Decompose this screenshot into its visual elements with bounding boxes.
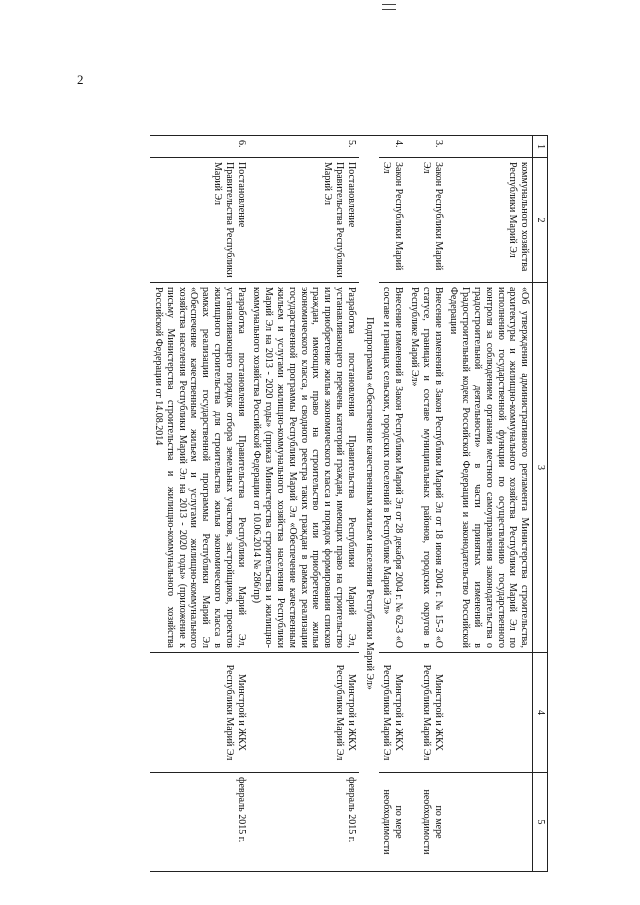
- responsible-cell: Минстрой и ЖКХ Республики Марий Эл: [150, 653, 248, 773]
- table-row-continuation: [446, 136, 533, 872]
- deadline-cell: [446, 773, 533, 872]
- responsible-cell: Минстрой и ЖКХ Республики Марий Эл: [249, 653, 359, 773]
- rotated-table-wrapper: [153, 135, 548, 871]
- deadline-cell: февраль 2015 г.: [150, 773, 248, 872]
- doc-type-cell: Постановление Правительства Республики Марий Эл: [150, 158, 248, 283]
- row-number: [446, 136, 533, 158]
- doc-type-cell: Постановление Правительства Республики Марий Эл: [249, 158, 359, 283]
- deadline-cell: февраль 2015 г.: [249, 773, 359, 872]
- description-cell: «Об утверждении административного регламента Министерства строительства, архитектуры и жилищно-коммунального хозяйства Республики Марий Эл по исполнению государственной функции по осуществлению государственного контроля за соблюдением органами местного самоуправления законодательства о градостроительной деятельности» в части принятых изменений в Градостроительный кодекс Российской Федерации и законодательство Российской Федерации: [446, 283, 533, 653]
- description-cell: Внесение изменений в Закон Республики Марий Эл от 28 декабря 2004 г. № 62-З «О составе и границах сельских, городских поселений в Республике Марий Эл»: [379, 283, 407, 653]
- header-col-2: 2: [533, 158, 548, 283]
- description-cell: Внесение изменений в Закон Республики Марий Эл от 18 июня 2004 г. № 15-З «О статусе, границах и составе муниципальных районов, городских округов в Республике Марий Эл»: [406, 283, 445, 653]
- description-cell: Разработка постановления Правительства Республики Марий Эл, устанавливающего порядок отбора земельных участков, застройщиков, проектов жилищного строительства для строительства жилья экономического класса в рамках реализации государственной программы Республики Марий Эл «Обеспечение качественным жильем и услугами жилищно-коммунального хозяйства населения Республики Марий Эл на 2013 - 2020 годы» (приложение к письму Министерства строительства и жилищно-коммунального хозяйства Российской Федерации от 14.08.2014: [150, 283, 248, 653]
- description-cell: Разработка постановления Правительства Республики Марий Эл, устанавливающего перечень категорий граждан, имеющих право на строительство или приобретение жилья экономического класса и порядок формирования списков граждан, имеющих право на строительство или приобретение жилья экономического класса, и сводного реестра таких граждан в рамках реализации государственной программы Республики Марий Эл «Обеспечение качественным жильем и услугами жилищно-коммунального хозяйства населения Республики Марий Эл на 2013 - 2020 годы» (приказ Министерства строительства и жилищно-коммунального хозяйства Российской Федерации от 10.06.2014 № 286/пр): [249, 283, 359, 653]
- deadline-cell: по мере необходимости: [379, 773, 407, 872]
- header-col-4: 4: [533, 653, 548, 773]
- header-col-3: 3: [533, 283, 548, 653]
- header-col-1: 1: [533, 136, 548, 158]
- header-row: [533, 136, 548, 872]
- row-number: 6.: [150, 136, 248, 158]
- table-row: [379, 136, 407, 872]
- row-number: 5.: [249, 136, 359, 158]
- row-number: 4.: [379, 136, 407, 158]
- row-number: 3.: [406, 136, 445, 158]
- plan-table: [150, 135, 548, 872]
- header-col-5: 5: [533, 773, 548, 872]
- responsible-cell: [446, 653, 533, 773]
- section-row: [359, 136, 379, 872]
- responsible-cell: Минстрой и ЖКХ Республики Марий Эл: [406, 653, 445, 773]
- deadline-cell: по мере необходимости: [406, 773, 445, 872]
- table-row: [150, 136, 248, 872]
- table-row: [249, 136, 359, 872]
- doc-type-cell: Закон Республики Марий Эл: [406, 158, 445, 283]
- doc-type-cell: коммунального хозяйства Республики Марий Эл: [446, 158, 533, 283]
- responsible-cell: Минстрой и ЖКХ Республики Марий Эл: [379, 653, 407, 773]
- section-title: Подпрограмма «Обеспечение качественным жильем населения Республики Марий Эл»: [359, 136, 379, 872]
- table-row: [406, 136, 445, 872]
- doc-type-cell: Закон Республики Марий Эл: [379, 158, 407, 283]
- page-number: 2: [77, 72, 84, 87]
